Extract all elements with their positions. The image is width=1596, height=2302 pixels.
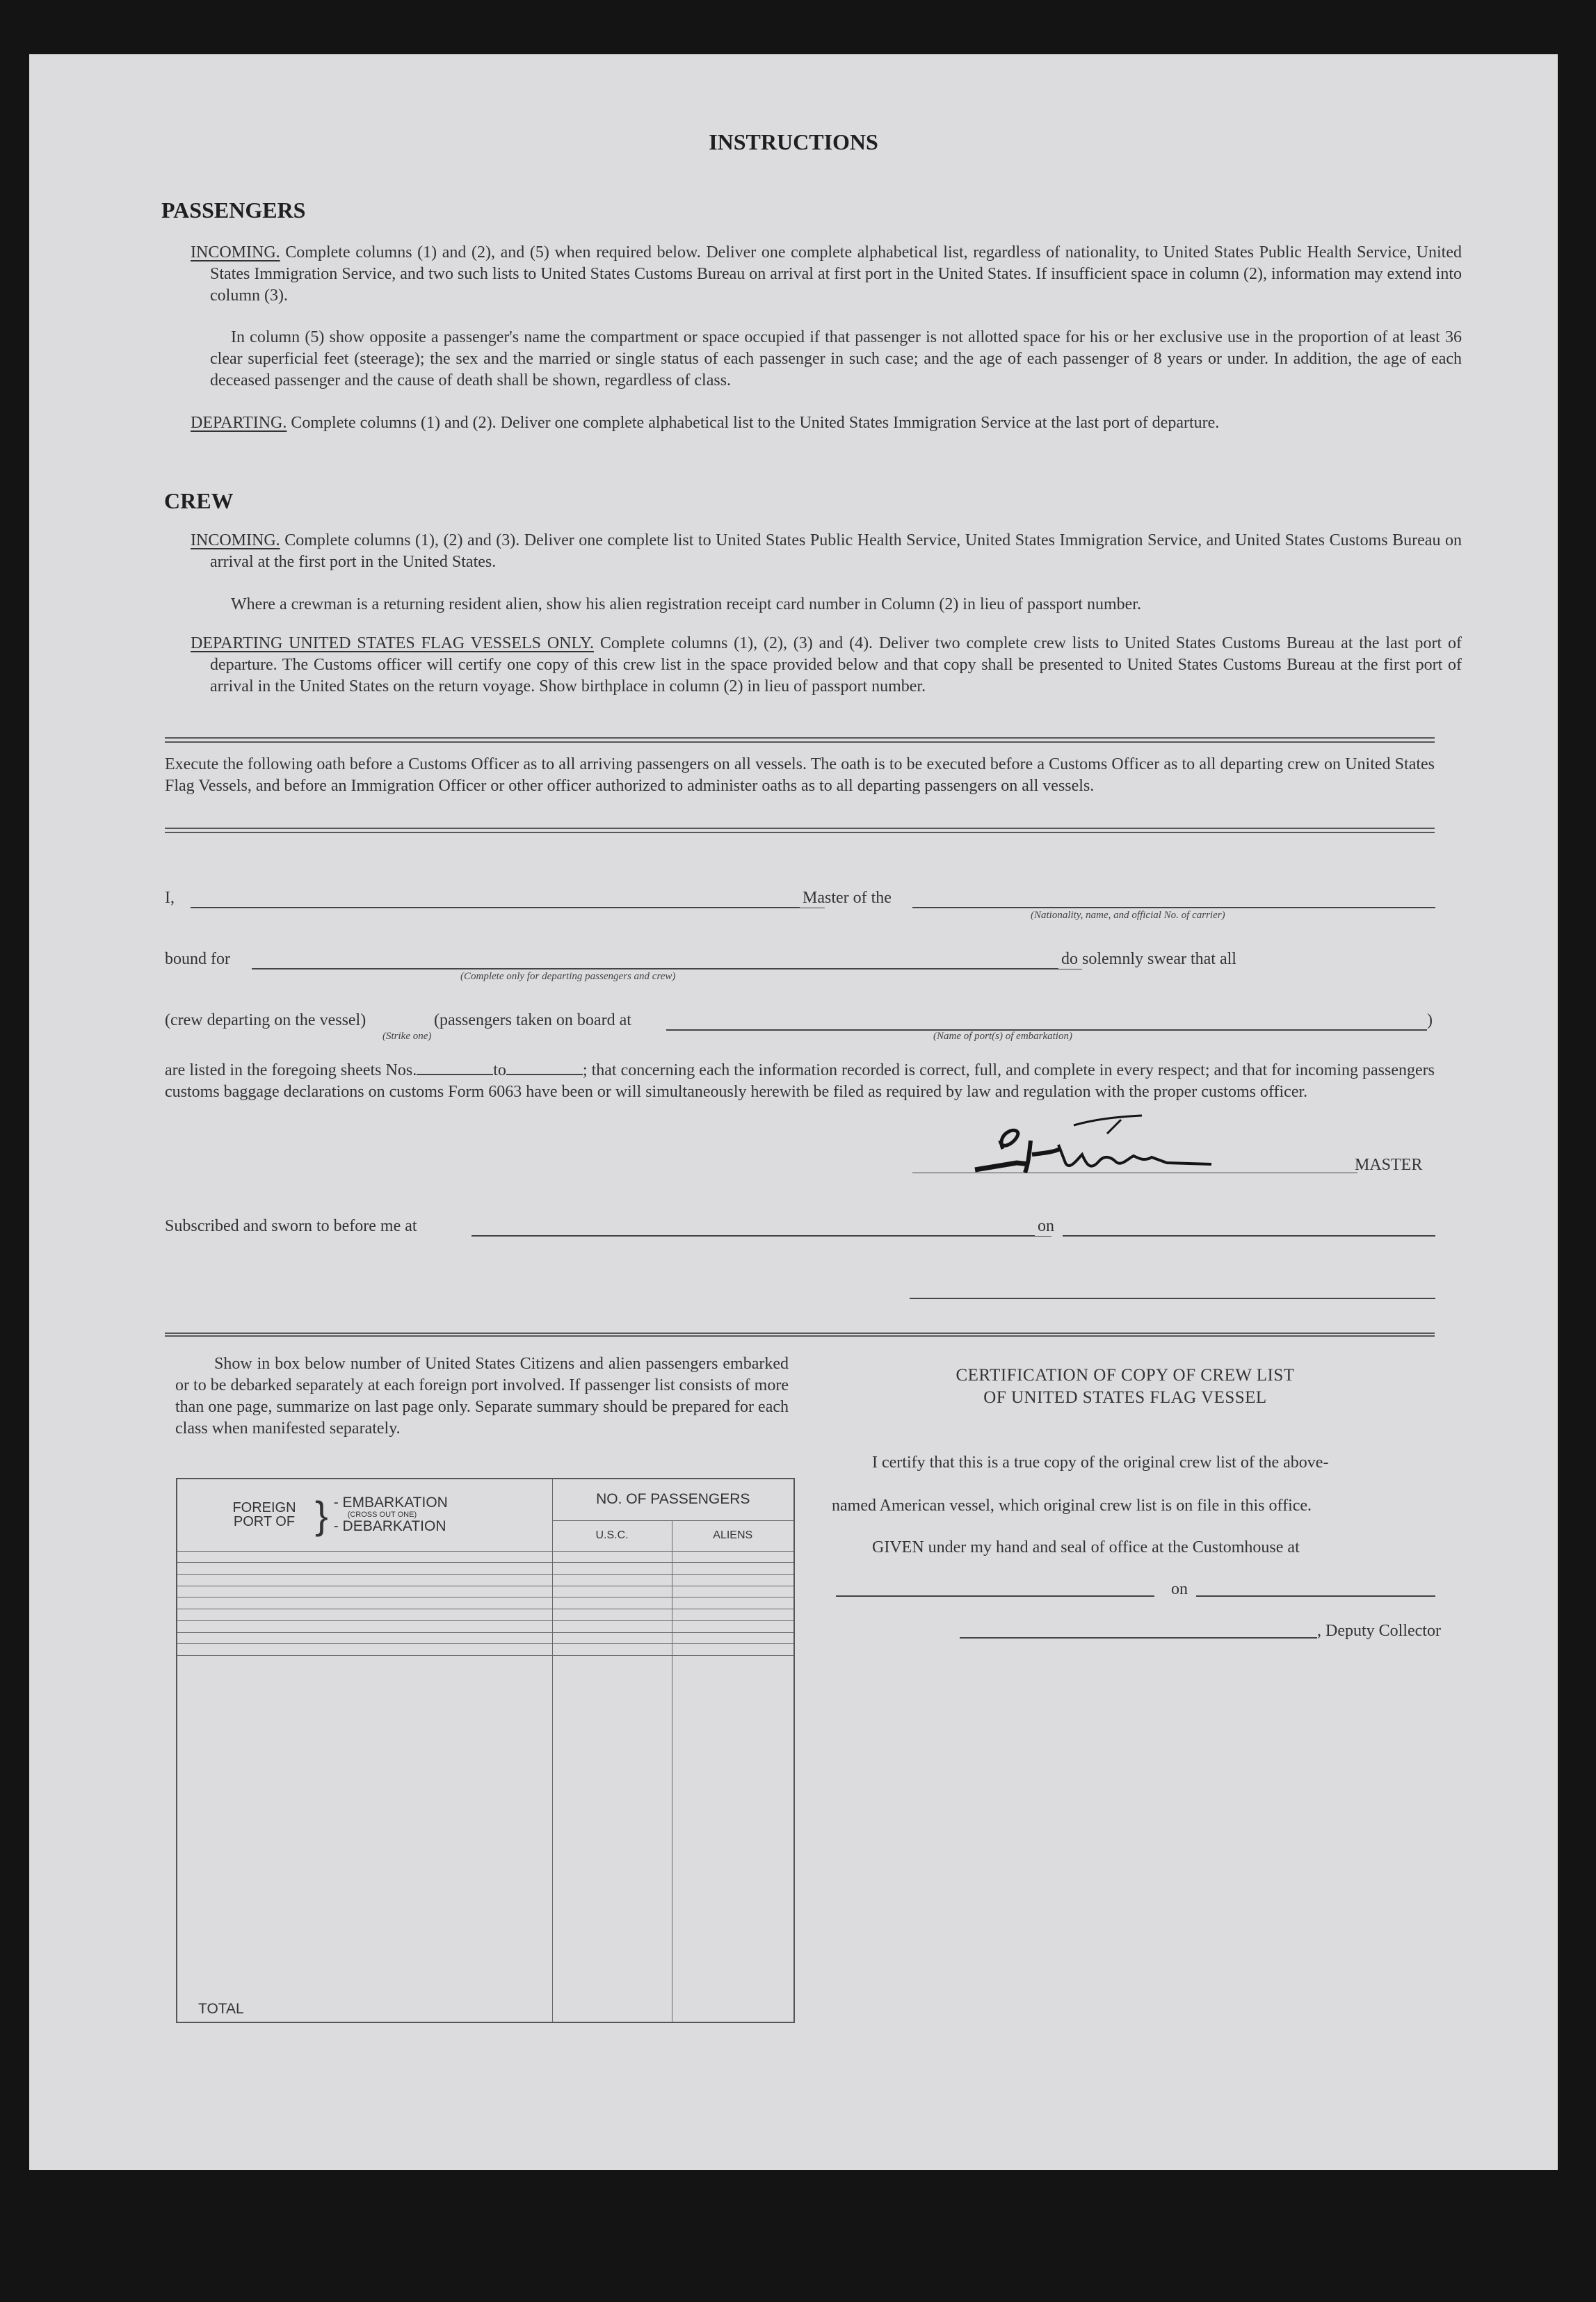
bound-for-caption: (Complete only for departing passengers and crew) bbox=[460, 971, 676, 982]
aliens-total-cell[interactable] bbox=[672, 1656, 794, 2022]
passengers-incoming-paragraph bbox=[191, 242, 1462, 307]
crew-departing-label: DEPARTING UNITED STATES FLAG VESSELS ONLY. bbox=[191, 634, 594, 652]
subscribed-label: Subscribed and sworn to before me at bbox=[165, 1217, 417, 1235]
table-row bbox=[177, 1632, 794, 1644]
table-row bbox=[177, 1586, 794, 1597]
aliens-cell[interactable] bbox=[672, 1644, 794, 1656]
bound-for-field[interactable] bbox=[252, 968, 1082, 969]
foreign-port-header bbox=[177, 1479, 552, 1551]
aliens-header: ALIENS bbox=[672, 1520, 794, 1551]
swear-label: do solemnly swear that all bbox=[1058, 950, 1239, 969]
double-rule bbox=[165, 828, 1435, 833]
customhouse-field[interactable] bbox=[836, 1595, 1154, 1597]
bound-for-label: bound for bbox=[165, 950, 230, 968]
certification-title-line1: CERTIFICATION OF COPY OF CREW LIST bbox=[956, 1366, 1295, 1385]
foreign-port-of-label: FOREIGN PORT OF bbox=[232, 1500, 296, 1530]
deputy-collector-field[interactable] bbox=[960, 1637, 1317, 1639]
port-cell[interactable] bbox=[177, 1597, 552, 1609]
summary-instructions: Show in box below number of United States Citizens and alien passengers embarked or to be debarked separately at each foreign port involved. If passenger list consists of more than one page, summarize on last page only. Separate summary should be prepared for each class when manifested separately. bbox=[175, 1355, 789, 1438]
aliens-cell[interactable] bbox=[672, 1620, 794, 1632]
crew-incoming-text: Complete columns (1), (2) and (3). Deliver one complete list to United States Public Health Service, United States Immigration Service, and United States Customs Bureau on arrival at the first port in the United States. bbox=[210, 531, 1462, 571]
aliens-cell[interactable] bbox=[672, 1563, 794, 1575]
master-name-field[interactable] bbox=[191, 907, 825, 908]
oath-listed-paragraph bbox=[165, 1060, 1435, 1103]
oath-i-label: I, bbox=[165, 889, 175, 907]
officer-signature-field[interactable] bbox=[910, 1298, 1435, 1299]
master-of-the-label: Master of the bbox=[800, 889, 894, 908]
aliens-cell[interactable] bbox=[672, 1609, 794, 1621]
crew-heading: CREW bbox=[164, 488, 234, 513]
master-signature bbox=[912, 1113, 1274, 1189]
crew-incoming-paragraph bbox=[191, 530, 1462, 573]
usc-header: U.S.C. bbox=[552, 1520, 672, 1551]
table-row bbox=[177, 1644, 794, 1656]
master-label: MASTER bbox=[1355, 1156, 1423, 1174]
usc-cell[interactable] bbox=[552, 1563, 672, 1575]
sworn-on-label: on bbox=[1035, 1217, 1057, 1236]
usc-cell[interactable] bbox=[552, 1597, 672, 1609]
passengers-incoming-label: INCOMING. bbox=[191, 243, 280, 261]
crew-departing-text: Complete columns (1), (2), (3) and (4). Deliver two complete crew lists to United States Customs Bureau at the last port of departure. The Customs officer will certify one copy of this crew list in the space provided below and that copy shall be presented to United States Customs Bureau at the first port of arrival in the United States on the return voyage. Show birthplace in column (2) in lieu of passport number. bbox=[210, 634, 1462, 695]
aliens-cell[interactable] bbox=[672, 1551, 794, 1563]
total-row bbox=[177, 1656, 794, 2022]
port-cell[interactable] bbox=[177, 1644, 552, 1656]
certification-title-line2: OF UNITED STATES FLAG VESSEL bbox=[983, 1388, 1267, 1407]
crew-departing-paragraph bbox=[191, 633, 1462, 698]
passengers-departing-paragraph bbox=[191, 412, 1462, 434]
sworn-place-field[interactable] bbox=[471, 1235, 1051, 1237]
passengers-heading: PASSENGERS bbox=[161, 198, 306, 223]
certify-line2: named American vessel, which original crew list is on file in this office. bbox=[832, 1497, 1312, 1515]
passengers-incoming-text: Complete columns (1) and (2), and (5) when required below. Deliver one complete alphabetical list, regardless of nationality, to United States Public Health Service, United States Immigration Service, and two such lists to United States Customs Bureau on arrival at first port in the United States. If insufficient space in column (2), information may extend into column (3). bbox=[210, 243, 1462, 305]
usc-cell[interactable] bbox=[552, 1632, 672, 1644]
ports-caption: (Name of port(s) of embarkation) bbox=[933, 1031, 1072, 1042]
table-row bbox=[177, 1620, 794, 1632]
port-cell[interactable] bbox=[177, 1586, 552, 1597]
certification-on-label: on bbox=[1171, 1580, 1188, 1598]
port-cell[interactable] bbox=[177, 1551, 552, 1563]
table-row bbox=[177, 1551, 794, 1563]
close-paren: ) bbox=[1427, 1011, 1433, 1029]
table-row bbox=[177, 1609, 794, 1621]
double-rule bbox=[165, 1333, 1435, 1337]
usc-cell[interactable] bbox=[552, 1609, 672, 1621]
usc-total-cell[interactable] bbox=[552, 1656, 672, 2022]
certification-date-field[interactable] bbox=[1196, 1595, 1435, 1597]
usc-cell[interactable] bbox=[552, 1620, 672, 1632]
debarkation-option[interactable]: - DEBARKATION bbox=[333, 1518, 446, 1535]
table-row bbox=[177, 1563, 794, 1575]
total-label: TOTAL bbox=[177, 1656, 552, 2022]
crew-departing-option[interactable]: (crew departing on the vessel) bbox=[165, 1011, 366, 1029]
listed-suffix: ; that concerning each the information recorded is correct, full, and complete in every respect; and that for incoming passengers customs baggage declarations on customs Form 6063 have been or will simultaneously herewith be filed as required by law and regulation with the proper customs officer. bbox=[165, 1061, 1435, 1101]
usc-cell[interactable] bbox=[552, 1644, 672, 1656]
aliens-cell[interactable] bbox=[672, 1597, 794, 1609]
port-cell[interactable] bbox=[177, 1620, 552, 1632]
port-cell[interactable] bbox=[177, 1563, 552, 1575]
listed-to: to bbox=[493, 1061, 506, 1079]
port-cell[interactable] bbox=[177, 1609, 552, 1621]
port-cell[interactable] bbox=[177, 1574, 552, 1586]
brace-glyph: } bbox=[315, 1492, 328, 1537]
sworn-date-field[interactable] bbox=[1063, 1235, 1435, 1237]
passengers-departing-label: DEPARTING. bbox=[191, 414, 287, 432]
given-line: GIVEN under my hand and seal of office at the Customhouse at bbox=[872, 1538, 1300, 1556]
sheet-from-field[interactable] bbox=[417, 1063, 493, 1075]
double-rule bbox=[165, 737, 1435, 743]
port-cell[interactable] bbox=[177, 1632, 552, 1644]
deputy-collector-label: , Deputy Collector bbox=[1317, 1622, 1441, 1640]
embarkation-option[interactable]: - EMBARKATION bbox=[333, 1495, 448, 1511]
sheet-to-field[interactable] bbox=[506, 1063, 583, 1075]
crew-incoming-label: INCOMING. bbox=[191, 531, 280, 549]
aliens-cell[interactable] bbox=[672, 1574, 794, 1586]
crew-resident-paragraph: Where a crewman is a returning resident alien, show his alien registration receipt card number in Column (2) in lieu of passport number. bbox=[231, 595, 1141, 613]
form-page bbox=[29, 54, 1558, 2170]
passenger-summary-table bbox=[176, 1478, 795, 2023]
certify-line1: I certify that this is a true copy of the original crew list of the above- bbox=[872, 1454, 1329, 1472]
oath-instructions: Execute the following oath before a Customs Officer as to all arriving passengers on all vessels. The oath is to be executed before a Customs Officer as to all departing crew on United States Flag Vessels, and before an Immigration Officer or other officer authorized to administer oaths as to all departing passengers on all vessels. bbox=[165, 755, 1435, 795]
listed-prefix: are listed in the foregoing sheets Nos. bbox=[165, 1061, 417, 1079]
strike-one-caption: (Strike one) bbox=[382, 1031, 432, 1042]
cross-out-one-note: (CROSS OUT ONE) bbox=[347, 1511, 417, 1520]
page-title: INSTRUCTIONS bbox=[709, 129, 878, 154]
aliens-cell[interactable] bbox=[672, 1632, 794, 1644]
table-row bbox=[177, 1574, 794, 1586]
no-of-passengers-header: NO. OF PASSENGERS bbox=[552, 1479, 794, 1520]
usc-cell[interactable] bbox=[552, 1574, 672, 1586]
passengers-taken-option[interactable]: (passengers taken on board at bbox=[434, 1011, 631, 1029]
carrier-caption: (Nationality, name, and official No. of carrier) bbox=[1031, 910, 1225, 921]
carrier-field[interactable] bbox=[912, 907, 1435, 908]
aliens-cell[interactable] bbox=[672, 1586, 794, 1597]
table-row bbox=[177, 1597, 794, 1609]
passengers-column5-paragraph: In column (5) show opposite a passenger's name the compartment or space occupied if that passenger is not allotted space for his or her exclusive use in the proportion of at least 36 clear superficial feet (steerage); the sex and the married or single status of each passenger in such case; and the age of each passenger of 8 years or under. In addition, the age of each deceased passenger and the cause of death shall be shown, regardless of class. bbox=[210, 328, 1462, 389]
usc-cell[interactable] bbox=[552, 1551, 672, 1563]
usc-cell[interactable] bbox=[552, 1586, 672, 1597]
passengers-departing-text: Complete columns (1) and (2). Deliver one complete alphabetical list to the United States Immigration Service at the last port of departure. bbox=[291, 414, 1220, 432]
